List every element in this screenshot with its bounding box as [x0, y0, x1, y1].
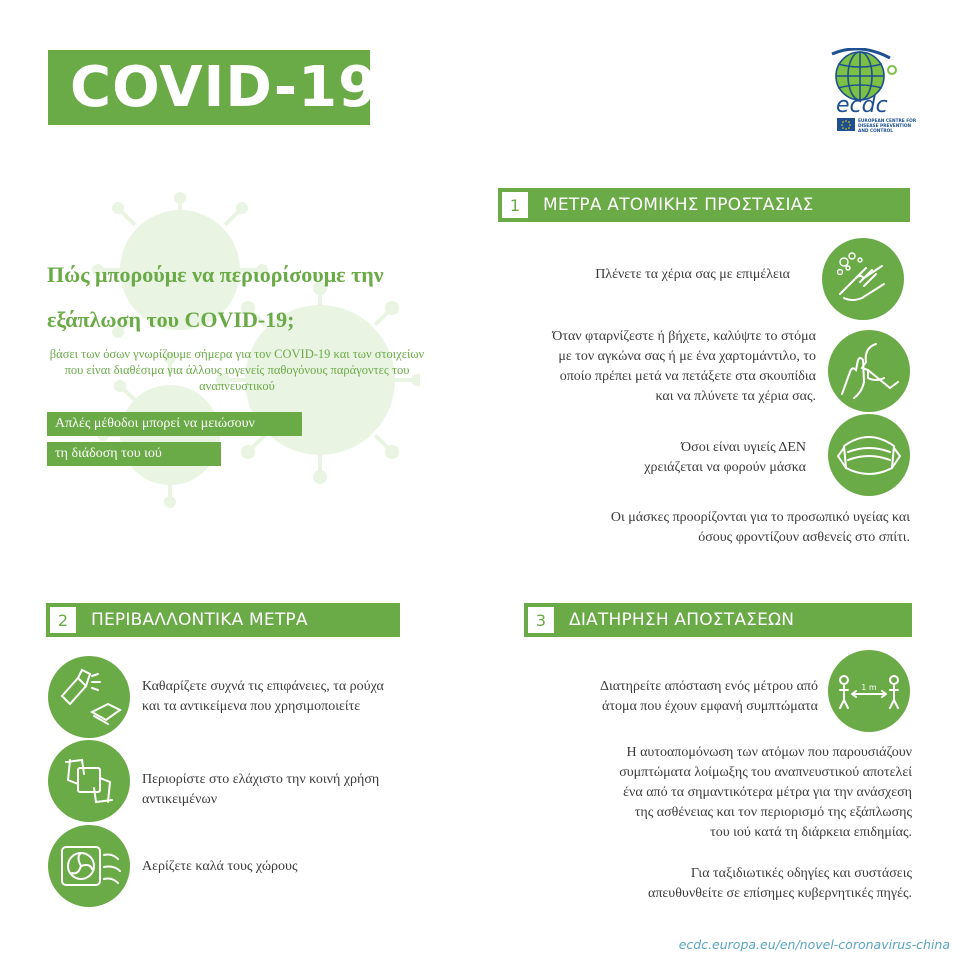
distance-people-icon [828, 650, 910, 732]
s3-item1-line-2: άτομα που έχουν εμφανή συμπτώματα [602, 699, 818, 714]
section-2-header [46, 603, 400, 637]
s2-item-cleaning-text [142, 677, 442, 717]
s3-para1-line-2: συμπτώματα λοίμωξης του αναπνευστικού αποτελεί [619, 765, 912, 780]
section-1-number: 1 [501, 191, 529, 219]
logo-tagline-2: DISEASE PREVENTION [858, 124, 912, 129]
intro-subtitle: βάσει των όσων γνωρίζουμε σήμερα για τον COVID-19 και των στοιχείων που είναι διαθέσιμα για άλλους ιογενείς παθογόνους παράγοντες του αναπνευστικού [49, 347, 425, 393]
s3-item-distance-text [520, 677, 818, 717]
section-3-header [524, 603, 912, 637]
headline-line-1: Πώς μπορούμε να περιορίσουμε την [47, 262, 384, 287]
s2-item2-line-2: αντικειμένων [142, 792, 218, 807]
s2-item3-line: Αερίζετε καλά τους χώρους [142, 859, 298, 874]
logo-brand: ecdc [836, 93, 888, 118]
cough-elbow-icon [828, 330, 910, 412]
s1-note-line-2: όσους φροντίζουν ασθενείς στο σπίτι. [698, 530, 910, 545]
page-title: COVID-19 [70, 55, 379, 120]
s3-travel-paragraph [560, 864, 912, 904]
s3-item1-line-1: Διατηρείτε απόσταση ενός μέτρου από [599, 679, 818, 694]
s1-item2-line-1: Όταν φταρνίζεστε ή βήχετε, καλύψτε το στόμα [552, 329, 816, 344]
handwash-icon [822, 238, 904, 320]
s3-para1-line-3: ένα από τα σημαντικότερα μέτρα για την ανάσχεση [623, 785, 912, 800]
s1-note-line-1: Οι μάσκες προορίζονται για το προσωπικό υγείας και [610, 510, 910, 525]
intro-bar-2: τη διάδοση του ιού [47, 442, 221, 466]
s1-item-handwash-text [500, 265, 790, 285]
cleaning-spray-icon [48, 656, 130, 738]
s1-item-mask-text [560, 438, 806, 478]
s2-item-ventilation-text [142, 857, 442, 877]
footer-url-link[interactable]: ecdc.europa.eu/en/novel-coronavirus-china [678, 937, 950, 952]
section-3-label: ΔΙΑΤΗΡΗΣΗ ΑΠΟΣΤΑΣΕΩΝ [569, 610, 795, 630]
s1-item3-line-2: χρειάζεται να φορούν μάσκα [644, 460, 806, 475]
s3-para1-line-1: Η αυτοαπομόνωση των ατόμων που παρουσιάζουν [626, 745, 912, 760]
s1-mask-note [520, 508, 910, 548]
s1-item2-line-4: και να πλύνετε τα χέρια σας. [655, 389, 816, 404]
section-1-label: ΜΕΤΡΑ ΑΤΟΜΙΚΗΣ ΠΡΟΣΤΑΣΙΑΣ [543, 195, 814, 215]
section-1-header [498, 188, 910, 222]
distance-label: 1 m [861, 683, 877, 692]
s3-isolation-paragraph [500, 743, 912, 843]
logo-tagline-3: AND CONTROL [858, 129, 894, 134]
s2-item-sharing-text [142, 770, 442, 810]
intro-bar-1: Απλές μέθοδοι μπορεί να μειώσουν [47, 412, 302, 436]
s3-para2-line-1: Για ταξιδιωτικές οδηγίες και συστάσεις [690, 866, 912, 881]
logo-tagline-1: EUROPEAN CENTRE FOR [858, 119, 917, 124]
s2-item1-line-2: και τα αντικείμενα που χρησιμοποιείτε [142, 699, 361, 714]
ecdc-logo [818, 48, 918, 140]
s2-item1-line-1: Καθαρίζετε συχνά τις επιφάνειες, τα ρούχα [142, 679, 384, 694]
s1-item2-line-2: με τον αγκώνα σας ή με ένα χαρτομάντιλο, το [558, 349, 816, 364]
s1-item2-line-3: οποίο πρέπει μετά να πετάξετε στα σκουπίδια [559, 369, 816, 384]
s1-item-cough-text [470, 327, 816, 407]
ventilation-fan-icon [48, 825, 130, 907]
s3-para2-line-2: απευθυνθείτε σε επίσημες κυβερνητικές πηγές. [648, 886, 912, 901]
s2-item2-line-1: Περιορίστε στο ελάχιστο την κοινή χρήση [142, 772, 380, 787]
s1-item1-line: Πλένετε τα χέρια σας με επιμέλεια [595, 267, 790, 282]
s3-para1-line-4: της ασθένειας και τον περιορισμό της εξάπλωσης [634, 805, 912, 820]
section-3-number: 3 [527, 606, 555, 634]
face-mask-icon [828, 414, 910, 496]
section-2-label: ΠΕΡΙΒΑΛΛΟΝΤΙΚΑ ΜΕΤΡΑ [91, 610, 308, 630]
no-sharing-icon [48, 740, 130, 822]
s1-item3-line-1: Όσοι είναι υγιείς ΔΕΝ [681, 440, 806, 455]
s3-para1-line-5: του ιού κατά τη διάρκεια επιδημίας. [710, 825, 912, 840]
section-2-number: 2 [49, 606, 77, 634]
headline-line-2: εξάπλωση του COVID-19; [47, 307, 295, 332]
